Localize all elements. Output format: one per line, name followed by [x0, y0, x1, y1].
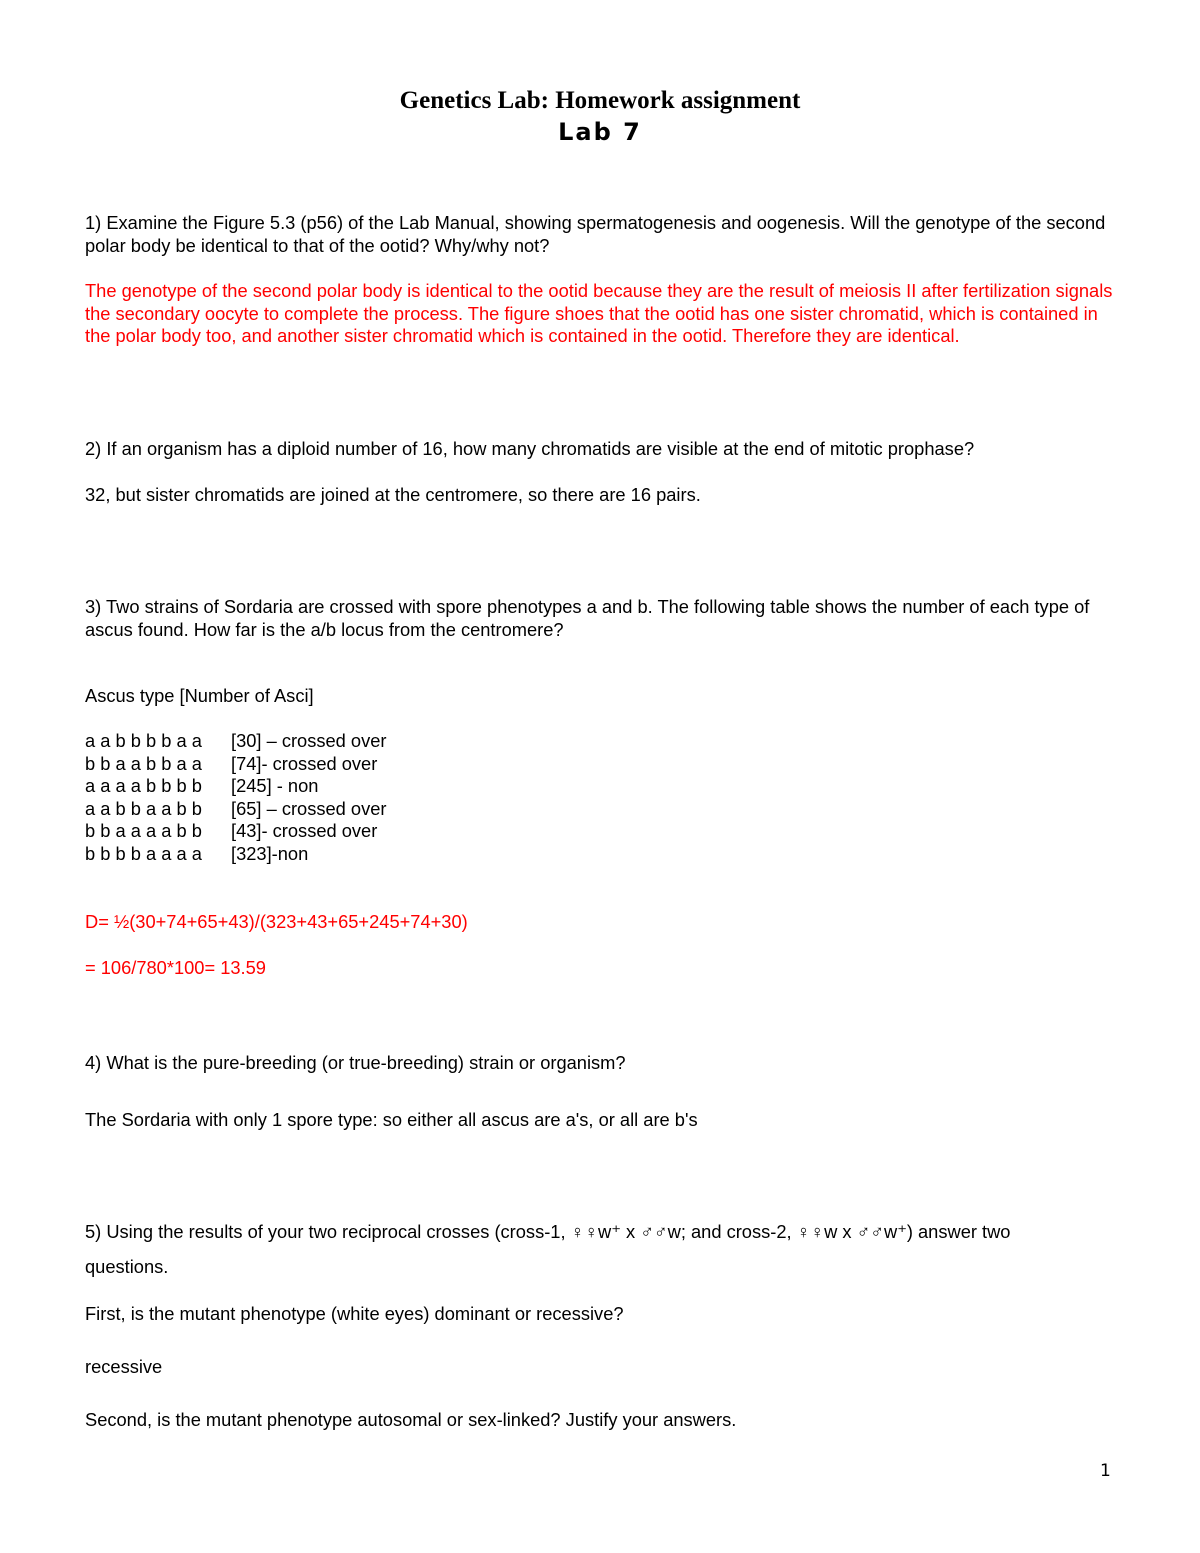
answer-3-result: = 106/780*100= 13.59	[85, 957, 266, 978]
page-number: 1	[1100, 1461, 1111, 1481]
question-1: 1) Examine the Figure 5.3 (p56) of the Lab Manual, showing spermatogenesis and oogenesis. Will the genotype of the second polar body be identical to that of the ootid? Why/why not?	[85, 212, 1106, 256]
ascus-type: a a b b b b a a	[85, 730, 202, 751]
ascus-count: [323]-non	[231, 842, 309, 864]
table-row	[85, 798, 386, 821]
answer-2: 32, but sister chromatids are joined at the centromere, so there are 16 pairs.	[85, 484, 701, 505]
table-row	[85, 730, 386, 753]
ascus-count: [245] - non	[231, 775, 319, 797]
question-5-part-2: Second, is the mutant phenotype autosomal or sex-linked? Justify your answers.	[85, 1409, 737, 1430]
table-row	[85, 753, 386, 776]
table-row	[85, 843, 386, 866]
document-title: Genetics Lab: Homework assignment	[399, 87, 801, 114]
ascus-count: [43]- crossed over	[231, 820, 378, 842]
answer-4: The Sordaria with only 1 spore type: so either all ascus are a's, or all are b's	[85, 1109, 698, 1130]
ascus-type: b b a a a a b b	[85, 820, 202, 842]
ascus-type: b b a a b b a a	[85, 752, 202, 774]
question-3: 3) Two strains of Sordaria are crossed with spore phenotypes a and b. The following table shows the number of each type of ascus found. How far is the a/b locus from the centromere?	[85, 596, 1090, 640]
document-subtitle: Lab 7	[558, 118, 642, 146]
question-5: 5) Using the results of your two reciprocal crosses (cross-1, ♀♀w⁺ x ♂♂w; and cross-2, ♀♀w x ♂♂w⁺) answer two questions.	[85, 1221, 1011, 1277]
answer-5-part-1: recessive	[85, 1356, 163, 1377]
ascus-type: b b b b a a a a	[85, 842, 202, 864]
answer-1: The genotype of the second polar body is identical to the ootid because they are the result of meiosis II after fertilization signals the secondary oocyte to complete the process. The figure shoes that the ootid has one sister chromatid, which is contained in the polar body too, and another sister chromatid which is contained in the ootid. Therefore they are identical.	[85, 280, 1113, 347]
ascus-type: a a a a b b b b	[85, 775, 202, 797]
answer-3-formula: D= ½(30+74+65+43)/(323+43+65+245+74+30)	[85, 911, 468, 932]
table-row	[85, 775, 386, 798]
ascus-count: [30] – crossed over	[231, 730, 387, 751]
question-2: 2) If an organism has a diploid number of 16, how many chromatids are visible at the end of mitotic prophase?	[85, 438, 975, 459]
ascus-table	[85, 730, 386, 866]
table-row	[85, 820, 386, 843]
ascus-type: a a b b a a b b	[85, 797, 202, 819]
table-header: Ascus type [Number of Asci]	[85, 685, 314, 706]
ascus-count: [65] – crossed over	[231, 797, 387, 819]
question-5-part-1: First, is the mutant phenotype (white eyes) dominant or recessive?	[85, 1303, 624, 1324]
ascus-count: [74]- crossed over	[231, 752, 378, 774]
question-4: 4) What is the pure-breeding (or true-breeding) strain or organism?	[85, 1052, 626, 1073]
